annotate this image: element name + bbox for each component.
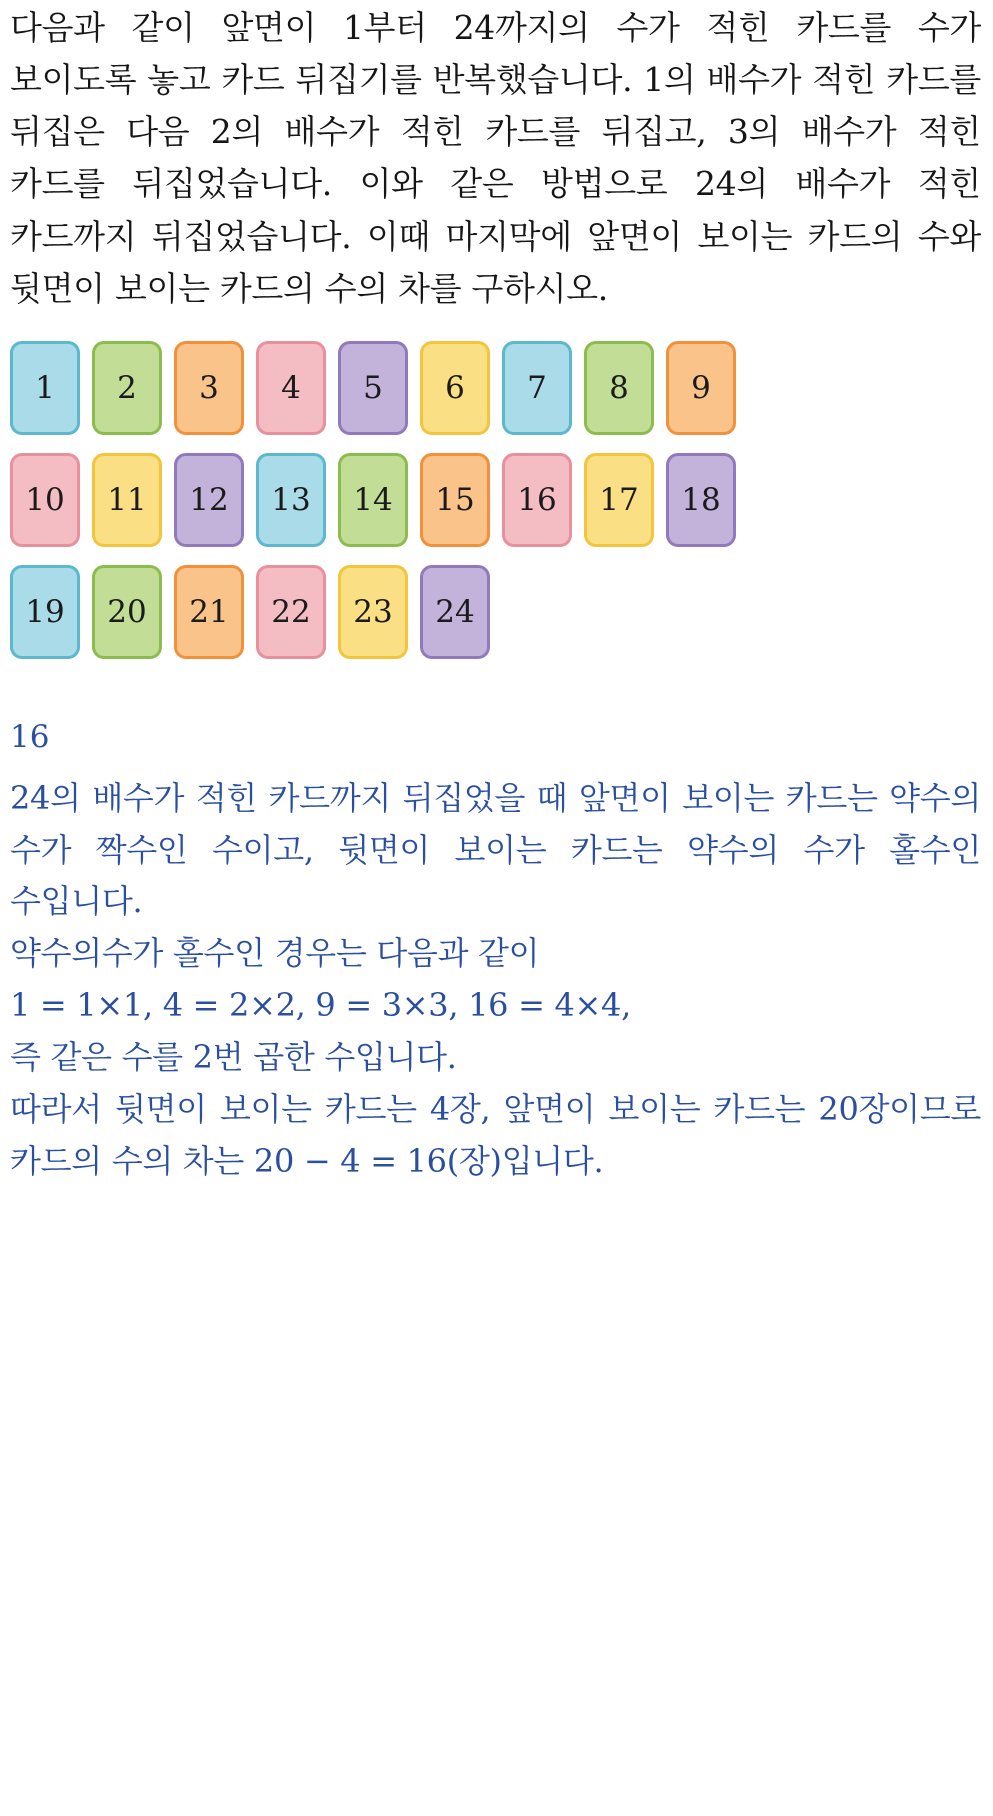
number-card[interactable]: 1 — [10, 341, 80, 435]
number-card[interactable]: 2 — [92, 341, 162, 435]
number-card[interactable]: 22 — [256, 565, 326, 659]
card-row — [10, 565, 981, 659]
number-card[interactable]: 11 — [92, 453, 162, 547]
number-card[interactable]: 8 — [584, 341, 654, 435]
solution-line-3: 1 = 1×1, 4 = 2×2, 9 = 3×3, 16 = 4×4, — [10, 986, 631, 1025]
number-card[interactable]: 5 — [338, 341, 408, 435]
number-card[interactable]: 21 — [174, 565, 244, 659]
solution-line-5: 따라서 뒷면이 보이는 카드는 4장, 앞면이 보이는 카드는 20장이므로 카드의 수의 차는 20 − 4 = 16(장)입니다. — [10, 1089, 981, 1180]
number-card[interactable]: 17 — [584, 453, 654, 547]
number-card[interactable]: 3 — [174, 341, 244, 435]
number-card[interactable]: 6 — [420, 341, 490, 435]
problem-text: 다음과 같이 앞면이 1부터 24까지의 수가 적힌 카드를 수가 보이도록 놓고 카드 뒤집기를 반복했습니다. 1의 배수가 적힌 카드를 뒤집은 다음 2의 배수가 적힌 카드를 뒤집고, 3의 배수가 적힌 카드를 뒤집었습니다. 이와 같은 방법으로 24의 배수가 적힌 카드까지 뒤집었습니다. 이때 마지막에 앞면이 보이는 카드의 수와 뒷면이 보이는 카드의 수의 차를 구하시오. — [10, 8, 981, 308]
card-row — [10, 453, 981, 547]
solution-line-1: 24의 배수가 적힌 카드까지 뒤집었을 때 앞면이 보이는 카드는 약수의 수가 짝수인 수이고, 뒷면이 보이는 카드는 약수의 수가 홀수인 수입니다. — [10, 778, 981, 921]
number-card[interactable]: 20 — [92, 565, 162, 659]
number-card[interactable]: 24 — [420, 565, 490, 659]
number-card[interactable]: 12 — [174, 453, 244, 547]
number-card[interactable]: 4 — [256, 341, 326, 435]
solution-block — [10, 773, 981, 1188]
card-row — [10, 341, 981, 435]
card-grid — [10, 341, 981, 659]
number-card[interactable]: 23 — [338, 565, 408, 659]
solution-line-2: 약수의수가 홀수인 경우는 다음과 같이 — [10, 934, 540, 973]
problem-statement — [10, 0, 981, 315]
number-card[interactable]: 14 — [338, 453, 408, 547]
number-card[interactable]: 19 — [10, 565, 80, 659]
number-card[interactable]: 15 — [420, 453, 490, 547]
number-card[interactable]: 10 — [10, 453, 80, 547]
number-card[interactable]: 13 — [256, 453, 326, 547]
answer-value: 16 — [10, 718, 50, 755]
number-card[interactable]: 16 — [502, 453, 572, 547]
number-card[interactable]: 18 — [666, 453, 736, 547]
number-card[interactable]: 7 — [502, 341, 572, 435]
solution-line-4: 즉 같은 수를 2번 곱한 수입니다. — [10, 1037, 457, 1076]
number-card[interactable]: 9 — [666, 341, 736, 435]
